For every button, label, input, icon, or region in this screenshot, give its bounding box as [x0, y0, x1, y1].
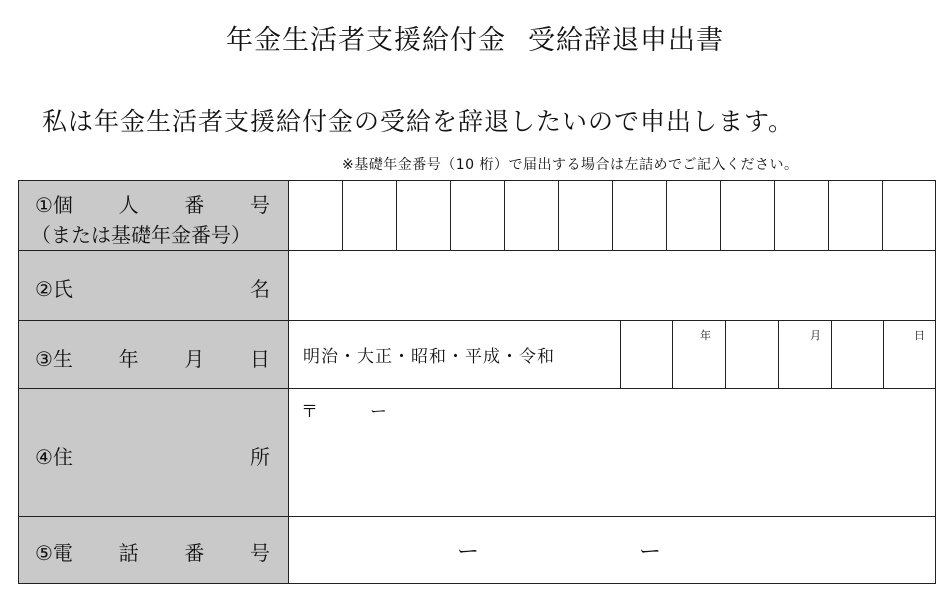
month-unit: 月 — [810, 329, 821, 342]
name-field[interactable] — [289, 251, 935, 320]
form-title — [0, 18, 950, 57]
phone-field[interactable] — [289, 517, 935, 583]
row-personal-number — [19, 181, 935, 251]
application-form-table — [18, 180, 936, 584]
day-digit-box[interactable] — [884, 321, 935, 388]
era-options[interactable]: 明治・大正・昭和・平成・令和 — [303, 347, 555, 367]
header-birth-date — [19, 321, 289, 388]
digit-box[interactable] — [451, 181, 505, 250]
digit-box[interactable] — [559, 181, 613, 250]
month-digit-box[interactable] — [726, 321, 779, 388]
label-birth-date: ③生 年 月 日 — [35, 347, 270, 371]
digit-box[interactable] — [883, 181, 935, 250]
header-phone — [19, 517, 289, 583]
label-personal-number: ①個 人 番 号 — [35, 193, 270, 217]
postal-mark-icon: 〒 — [301, 402, 318, 422]
row-phone — [19, 517, 935, 583]
postal-code — [301, 397, 387, 422]
digit-box[interactable] — [505, 181, 559, 250]
year-digit-box[interactable] — [621, 321, 673, 388]
digit-box[interactable] — [289, 181, 343, 250]
header-personal-number — [19, 181, 289, 250]
day-unit: 日 — [914, 329, 925, 342]
phone-dash: ー — [457, 540, 480, 565]
month-digit-box[interactable] — [779, 321, 832, 388]
header-name — [19, 251, 289, 320]
phone-dash: ー — [639, 540, 662, 565]
row-address — [19, 389, 935, 517]
digit-box[interactable] — [397, 181, 451, 250]
label-address: ④住 所 — [35, 445, 270, 469]
year-digit-box[interactable] — [673, 321, 726, 388]
row-name — [19, 251, 935, 321]
year-unit: 年 — [700, 329, 711, 342]
digit-box[interactable] — [721, 181, 775, 250]
title-main: 年金生活者支援給付金 — [226, 25, 506, 56]
day-digit-box[interactable] — [832, 321, 884, 388]
title-sub: 受給辞退申出書 — [528, 25, 724, 56]
label-phone: ⑤電 話 番 号 — [35, 541, 270, 565]
row-birth-date — [19, 321, 935, 389]
label-name: ②氏 名 — [35, 277, 270, 301]
era-cell — [289, 321, 621, 388]
digit-box[interactable] — [775, 181, 829, 250]
digit-box[interactable] — [667, 181, 721, 250]
digit-box[interactable] — [613, 181, 667, 250]
digit-box[interactable] — [343, 181, 397, 250]
label-basic-pension-number: （または基礎年金番号） — [31, 223, 251, 247]
digit-box[interactable] — [829, 181, 883, 250]
postal-dash: ー — [370, 402, 387, 422]
declaration-statement: 私は年金生活者支援給付金の受給を辞退したいので申出します。 — [42, 107, 795, 136]
instruction-note: ※基礎年金番号（10 桁）で届出する場合は左詰めでご記入ください。 — [342, 157, 799, 173]
header-address — [19, 389, 289, 516]
